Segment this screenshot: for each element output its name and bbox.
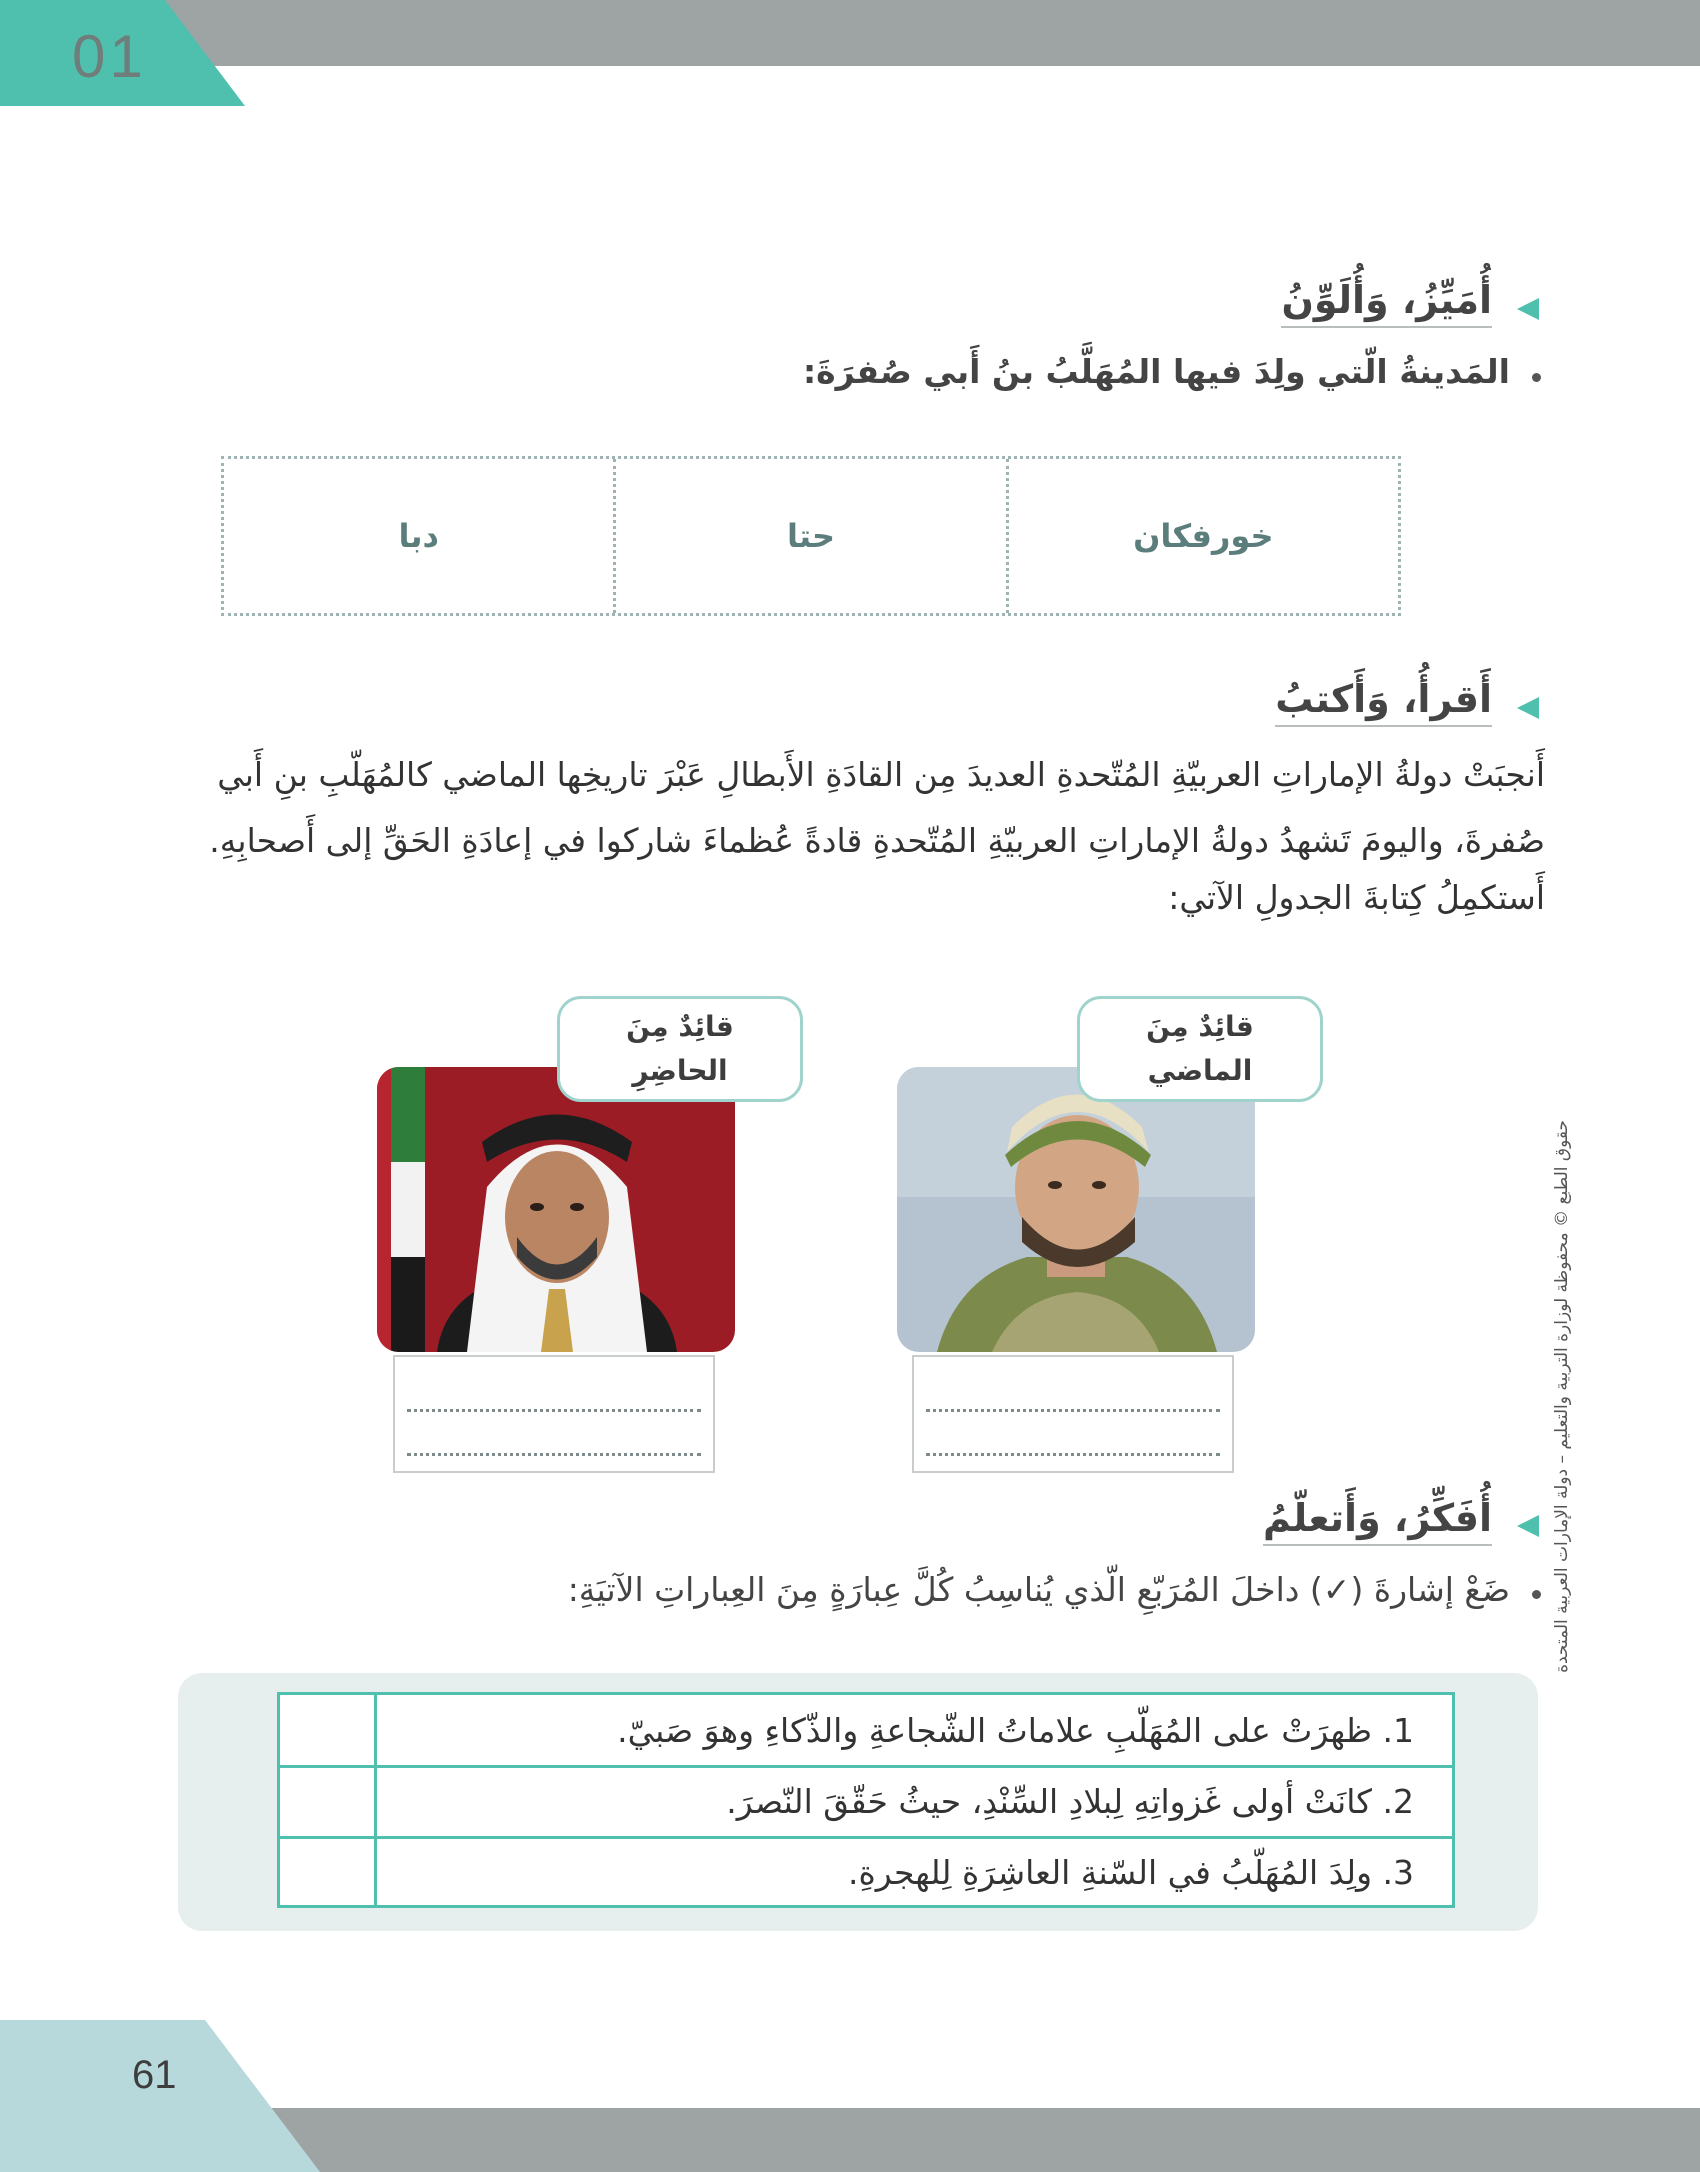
top-header-bar <box>0 0 1700 66</box>
statement-text: 3. ولِدَ المُهَلّبُ في السّنةِ العاشِرَةِ لِلهجرةِ. <box>848 1852 1414 1892</box>
statement-checkbox[interactable] <box>280 1766 377 1836</box>
label-leader-present-line1: قائِدٌ مِنَ <box>626 1010 734 1043</box>
statement-row <box>280 1695 1452 1768</box>
city-option-dibba[interactable]: دبا <box>398 517 439 555</box>
paragraph-line-2: صُفرةَ، واليومَ تَشهدُ دولةُ الإماراتِ العربيّةِ المُتّحدةِ قادةً عُظماءَ شاركوا في إعادَةِ الحَقِّ إلى أَصحابِهِ. <box>209 821 1545 860</box>
statement-text: 1. ظهرَتْ على المُهَلّبِ علاماتُ الشّجاعةِ والذّكاءِ وهوَ صَبيّ. <box>617 1710 1414 1750</box>
section-arrow-icon <box>1517 298 1539 320</box>
section-arrow-icon <box>1517 697 1539 719</box>
section-arrow-icon <box>1517 1515 1539 1537</box>
statement-checkbox[interactable] <box>280 1695 377 1765</box>
answer-line[interactable] <box>926 1453 1220 1456</box>
label-leader-past-line1: قائِدٌ مِنَ <box>1146 1010 1254 1043</box>
statement-row <box>280 1837 1452 1907</box>
statement-checkbox[interactable] <box>280 1837 377 1907</box>
statements-table <box>277 1692 1455 1908</box>
section-title-distinguish: أُمَيِّزُ، وَأُلَوِّنُ <box>1281 278 1492 328</box>
answer-line[interactable] <box>407 1409 701 1412</box>
answer-line[interactable] <box>926 1409 1220 1412</box>
section-title-read-write: أَقرأُ، وَأَكتبُ <box>1275 677 1492 727</box>
unit-number: 01 <box>72 23 147 90</box>
bullet-icon <box>1532 1590 1541 1599</box>
city-option-khorfakkan[interactable]: خورفكان <box>1006 459 1398 613</box>
historical-leader-portrait <box>897 1067 1255 1352</box>
check-instruction: ضَعْ إشارةَ (✓) داخلَ المُرَبّعِ الّذي يُناسِبُ كُلَّ عِبارَةٍ مِنَ العِباراتِ الآتيَةِ: <box>567 1570 1510 1609</box>
question-birth-city: المَدينةُ الّتي ولِدَ فيها المُهَلَّبُ بنُ أَبي صُفرَةَ: <box>802 352 1510 391</box>
label-leader-past-line2: الماضي <box>1147 1054 1253 1087</box>
paragraph-line-1: أَنجبَتْ دولةُ الإماراتِ العربيّةِ المُتّحدةِ العديدَ مِن القادَةِ الأَبطالِ عَبْرَ تاريخِها الماضي كالمُهَلّبِ بنِ أَبي <box>217 755 1545 794</box>
section-title-think-learn: أُفَكِّرُ، وَأَتعلّمُ <box>1263 1496 1492 1546</box>
table-instruction: أَستكمِلُ كِتابةَ الجدولِ الآتي: <box>1168 878 1545 917</box>
page-number: 61 <box>132 2053 177 2097</box>
label-leader-past <box>1077 996 1323 1102</box>
answer-box-present-leader[interactable] <box>393 1355 715 1473</box>
bullet-icon <box>1532 373 1541 382</box>
label-leader-present <box>557 996 803 1102</box>
answer-box-past-leader[interactable] <box>912 1355 1234 1473</box>
city-option-hatta[interactable]: حتا <box>613 459 1005 613</box>
city-options-table <box>221 456 1401 616</box>
answer-line[interactable] <box>407 1453 701 1456</box>
current-leader-portrait <box>377 1067 735 1352</box>
copyright-credit: حقوق الطبع © محفوظة لوزارة التربية والتعليم – دولة الإمارات العربية المتحدة <box>1552 1120 1572 1673</box>
statement-text: 2. كانَتْ أولى غَزواتِهِ لِبلادِ السِّنْدِ، حيثُ حَقّقَ النّصرَ. <box>726 1781 1414 1821</box>
label-leader-present-line2: الحاضِرِ <box>632 1054 728 1087</box>
statement-row <box>280 1766 1452 1839</box>
